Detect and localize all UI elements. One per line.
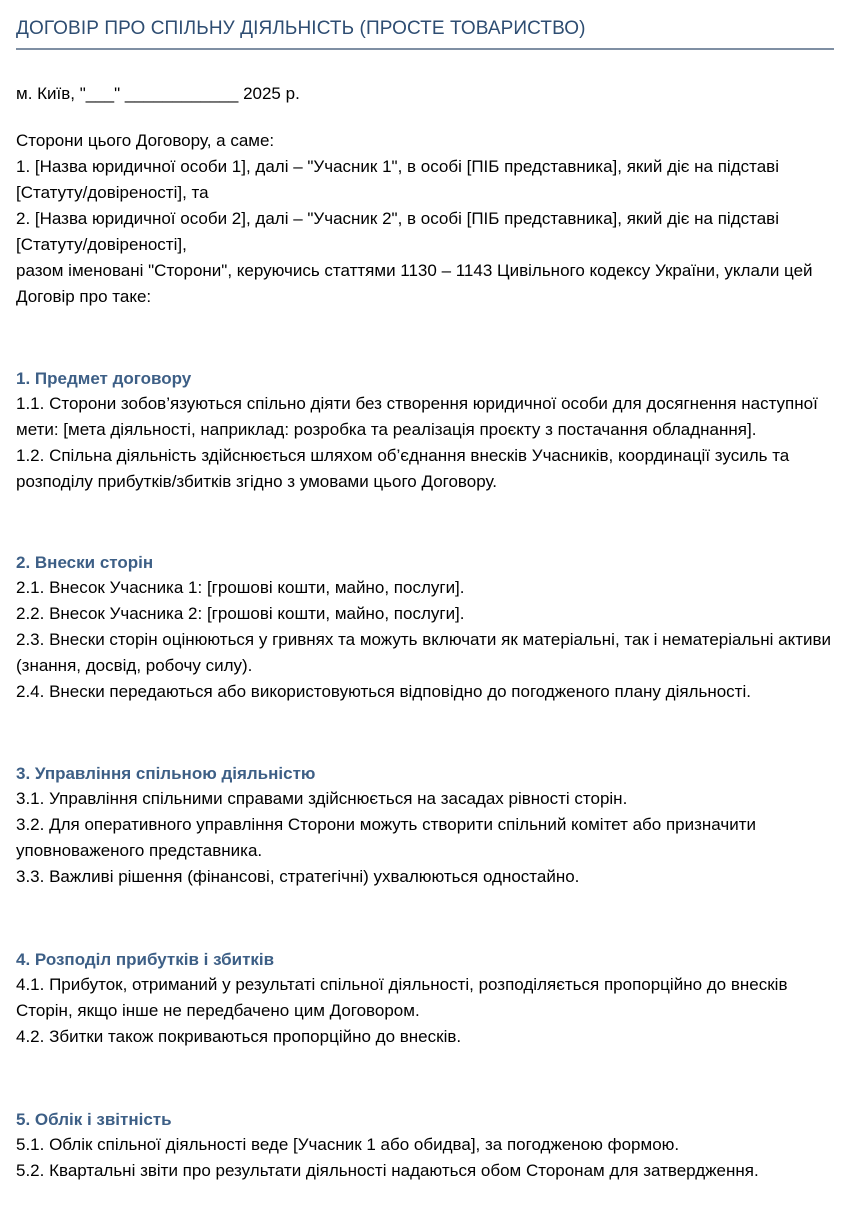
section-heading: 4. Розподіл прибутків і збитків [16, 950, 275, 969]
document-page [16, 0, 834, 1184]
clause: 4.2. Збитки також покриваються пропорційно до внесків. [16, 1027, 462, 1046]
section-management [16, 762, 834, 890]
section-heading: 5. Облік і звітність [16, 1110, 172, 1129]
clause: 5.1. Облік спільної діяльності веде [Учасник 1 або обидва], за погодженою формою. [16, 1135, 680, 1154]
section-accounting [16, 1108, 834, 1184]
preamble [16, 128, 834, 310]
section-heading: 1. Предмет договору [16, 369, 192, 388]
clause: 5.2. Квартальні звіти про результати діяльності надаються обом Сторонам для затвердження. [16, 1161, 759, 1180]
preamble-party-2: 2. [Назва юридичної особи 2], далі – "Учасник 2", в особі [ПІБ представника], який діє на підставі [Статуту/довіреності], [16, 209, 779, 254]
clause: 3.1. Управління спільними справами здійснюється на засадах рівності сторін. [16, 789, 628, 808]
clause: 2.1. Внесок Учасника 1: [грошові кошти, майно, послуги]. [16, 578, 465, 597]
preamble-party-1: 1. [Назва юридичної особи 1], далі – "Учасник 1", в особі [ПІБ представника], який діє на підставі [Статуту/довіреності], та [16, 157, 779, 202]
clause: 2.2. Внесок Учасника 2: [грошові кошти, майно, послуги]. [16, 604, 465, 623]
section-subject [16, 367, 834, 495]
section-profit-loss [16, 948, 834, 1050]
clause: 2.3. Внески сторін оцінюються у гривнях та можуть включати як матеріальні, так і нематеріальні активи (знання, досвід, робочу силу). [16, 630, 832, 675]
clause: 1.1. Сторони зобов’язуються спільно діяти без створення юридичної особи для досягнення наступної мети: [мета діяльності, наприклад: розробка та реалізація проєкту з постачання обладнання]. [16, 394, 818, 439]
section-contributions [16, 551, 834, 705]
clause: 3.2. Для оперативного управління Сторони можуть створити спільний комітет або призначити уповноваженого представника. [16, 815, 756, 860]
preamble-line: Сторони цього Договору, а саме: [16, 131, 275, 150]
clause: 3.3. Важливі рішення (фінансові, стратегічні) ухвалюються одностайно. [16, 867, 580, 886]
clause: 2.4. Внески передаються або використовуються відповідно до погодженого плану діяльності. [16, 682, 751, 701]
preamble-closing: разом іменовані "Сторони", керуючись статтями 1130 – 1143 Цивільного кодексу України, уклали цей Договір про таке: [16, 261, 813, 306]
clause: 4.1. Прибуток, отриманий у результаті спільної діяльності, розподіляється пропорційно до внесків Сторін, якщо інше не передбачено цим Договором. [16, 975, 788, 1020]
document-title: ДОГОВІР ПРО СПІЛЬНУ ДІЯЛЬНІСТЬ (ПРОСТЕ ТОВАРИСТВО) [16, 17, 834, 50]
place-and-date: м. Київ, "___" ____________ 2025 р. [16, 84, 300, 103]
clause: 1.2. Спільна діяльність здійснюється шляхом об’єднання внесків Учасників, координації зусиль та розподілу прибутків/збитків згідно з умовами цього Договору. [16, 446, 790, 491]
section-heading: 3. Управління спільною діяльністю [16, 764, 316, 783]
section-heading: 2. Внески сторін [16, 553, 154, 572]
